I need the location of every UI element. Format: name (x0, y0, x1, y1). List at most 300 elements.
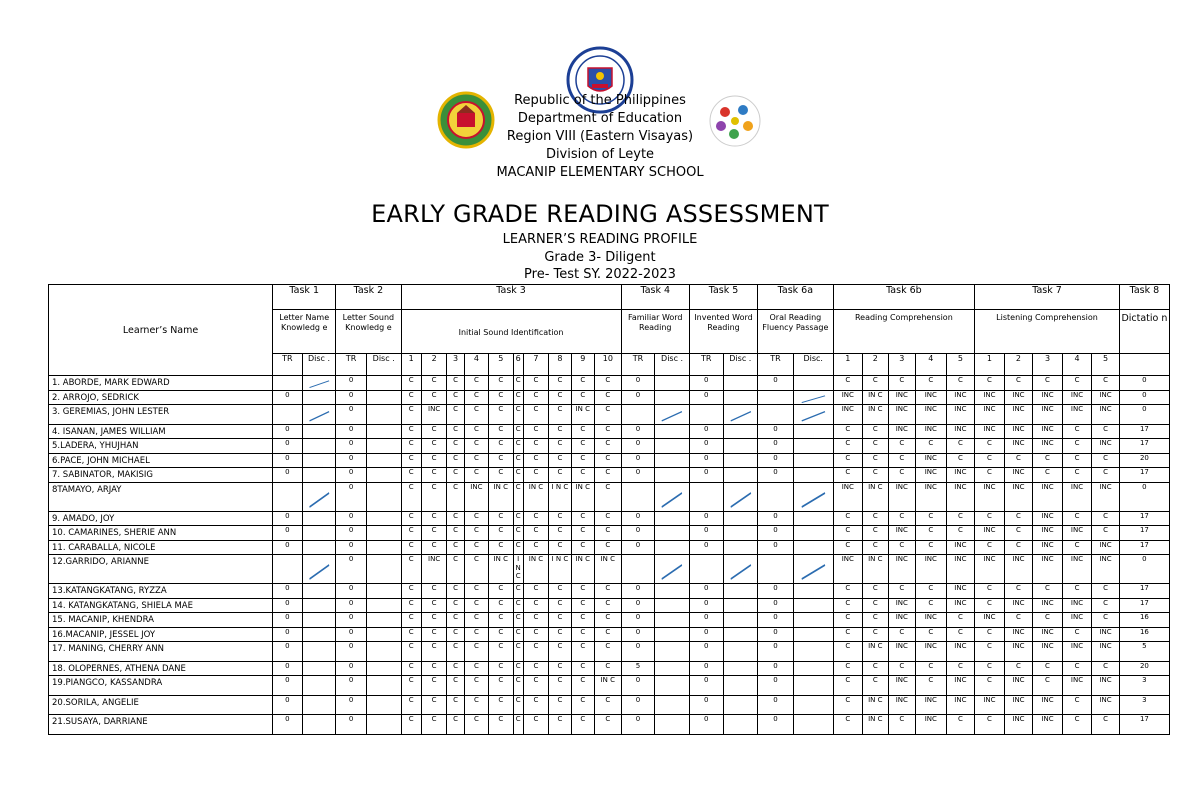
table-row (49, 482, 1170, 511)
score-cell (366, 482, 401, 511)
score-cell: INC (421, 555, 446, 584)
disc-col: Disc . (366, 354, 401, 376)
score-cell: C (595, 468, 622, 483)
score-cell: C (1033, 468, 1063, 483)
learner-name-cell: 13.KATANGKATANG, RYZZA (49, 584, 273, 599)
score-cell: C (523, 715, 548, 735)
score-cell: C (401, 676, 421, 696)
dictation-score-cell: 0 (1119, 405, 1169, 425)
score-cell (723, 613, 758, 628)
learner-name-cell: 10. CAMARINES, SHERIE ANN (49, 526, 273, 541)
item-number-col: 10 (595, 354, 622, 376)
score-cell: C (595, 439, 622, 454)
score-cell (655, 676, 690, 696)
task2-description: Letter Sound Knowledg e (336, 310, 401, 354)
score-cell (793, 598, 833, 613)
score-cell: C (489, 584, 513, 599)
header-division: Division of Leyte (545, 147, 655, 162)
score-cell: C (571, 424, 594, 439)
score-cell: C (401, 661, 421, 676)
score-cell: C (888, 468, 916, 483)
learner-name-cell: 14. KATANGKATANG, SHIELA MAE (49, 598, 273, 613)
score-cell: C (464, 540, 488, 555)
slash-mark-cell (655, 482, 690, 511)
score-cell: C (1062, 661, 1092, 676)
score-cell: 0 (621, 453, 655, 468)
score-cell: C (401, 439, 421, 454)
score-cell (655, 424, 690, 439)
score-cell: INC (1033, 715, 1063, 735)
score-cell: INC (888, 598, 916, 613)
score-cell: C (489, 453, 513, 468)
score-cell: C (421, 526, 446, 541)
score-cell: INC (946, 642, 975, 662)
score-cell: INC (1092, 482, 1120, 511)
score-cell: INC (1033, 424, 1063, 439)
table-row (49, 376, 1170, 391)
score-cell: INC (975, 613, 1005, 628)
score-cell (366, 555, 401, 584)
score-cell: 0 (758, 424, 794, 439)
slash-mark-cell (302, 405, 336, 425)
dictation-score-cell: 3 (1119, 695, 1169, 715)
score-cell: C (549, 526, 571, 541)
score-cell: INC (888, 526, 916, 541)
score-cell: C (464, 676, 488, 696)
score-cell: INC (1092, 642, 1120, 662)
score-cell: 0 (758, 613, 794, 628)
score-cell: C (1062, 376, 1092, 391)
learner-name-cell: 5.LADERA, YHUJHAN (49, 439, 273, 454)
score-cell: INC (1033, 511, 1063, 526)
score-cell (655, 661, 690, 676)
score-cell: C (549, 376, 571, 391)
score-cell: C (833, 715, 863, 735)
score-cell: C (595, 695, 622, 715)
score-cell: C (401, 390, 421, 405)
learner-name-cell: 3. GEREMIAS, JOHN LESTER (49, 405, 273, 425)
score-cell: INC (916, 715, 947, 735)
score-cell: C (421, 453, 446, 468)
score-cell: INC (916, 613, 947, 628)
item-number-col: 2 (863, 354, 888, 376)
score-cell: C (549, 627, 571, 642)
item-number-col: 5 (1092, 354, 1120, 376)
score-cell: C (833, 627, 863, 642)
score-cell: 0 (621, 627, 655, 642)
table-row (49, 526, 1170, 541)
score-cell (366, 584, 401, 599)
score-cell: 0 (758, 715, 794, 735)
dictation-score-cell: 20 (1119, 453, 1169, 468)
score-cell: 0 (273, 453, 303, 468)
score-cell: C (523, 511, 548, 526)
score-cell (621, 555, 655, 584)
score-cell: C (421, 598, 446, 613)
score-cell: C (489, 676, 513, 696)
dictation-score-cell: 17 (1119, 511, 1169, 526)
score-cell (655, 715, 690, 735)
score-cell: C (489, 390, 513, 405)
slash-mark-cell (793, 555, 833, 584)
dictation-score-cell: 0 (1119, 482, 1169, 511)
score-cell: INC (1062, 642, 1092, 662)
score-cell (655, 376, 690, 391)
score-cell: 0 (273, 526, 303, 541)
slash-mark-cell (723, 405, 758, 425)
score-cell: INC (1004, 390, 1033, 405)
score-cell: C (523, 584, 548, 599)
score-cell: C (833, 642, 863, 662)
score-cell (302, 439, 336, 454)
score-cell: C (523, 376, 548, 391)
score-cell: 0 (273, 661, 303, 676)
score-cell: 0 (758, 439, 794, 454)
score-cell: C (975, 439, 1005, 454)
task5-header: Task 5 (689, 285, 757, 310)
score-cell: INC (975, 390, 1005, 405)
score-cell: C (464, 511, 488, 526)
score-cell (723, 453, 758, 468)
score-cell: C (571, 715, 594, 735)
slash-mark-icon (303, 483, 336, 511)
score-cell: C (523, 613, 548, 628)
slash-mark-icon (794, 483, 833, 511)
score-cell: 0 (689, 424, 723, 439)
score-cell: C (421, 390, 446, 405)
score-cell: INC (946, 405, 975, 425)
score-cell: C (464, 439, 488, 454)
score-cell: 0 (336, 584, 367, 599)
score-cell: C (833, 424, 863, 439)
score-cell: INC (888, 555, 916, 584)
score-cell (366, 439, 401, 454)
score-cell: C (833, 511, 863, 526)
table-row (49, 661, 1170, 676)
score-cell: C (513, 584, 523, 599)
score-cell: C (946, 661, 975, 676)
score-cell: C (421, 627, 446, 642)
score-cell: INC (1062, 613, 1092, 628)
score-cell: C (549, 598, 571, 613)
disc-col: Disc . (655, 354, 690, 376)
score-cell: 0 (689, 439, 723, 454)
score-cell: C (421, 439, 446, 454)
score-cell: C (863, 376, 888, 391)
score-cell: C (1062, 511, 1092, 526)
item-number-col: 1 (975, 354, 1005, 376)
score-cell: 0 (336, 540, 367, 555)
score-cell (793, 584, 833, 599)
slash-mark-cell (302, 482, 336, 511)
score-cell: C (447, 376, 464, 391)
score-cell (793, 613, 833, 628)
score-cell: INC (946, 482, 975, 511)
score-cell (758, 555, 794, 584)
score-cell: C (523, 642, 548, 662)
score-cell: C (833, 526, 863, 541)
score-cell (655, 526, 690, 541)
slash-mark-icon (303, 555, 336, 583)
score-cell: C (571, 390, 594, 405)
score-cell: C (489, 376, 513, 391)
score-cell: INC (975, 526, 1005, 541)
score-cell: INC (946, 598, 975, 613)
score-cell: C (523, 627, 548, 642)
header-region: Region VIII (Eastern Visayas) (506, 129, 694, 144)
score-cell: C (421, 642, 446, 662)
score-cell: 0 (689, 376, 723, 391)
score-cell: INC (946, 468, 975, 483)
score-cell: C (549, 390, 571, 405)
score-cell: 0 (621, 676, 655, 696)
score-cell (793, 376, 833, 391)
score-cell (366, 715, 401, 735)
score-cell: 0 (336, 439, 367, 454)
dictation-score-cell: 0 (1119, 390, 1169, 405)
score-cell: 0 (336, 676, 367, 696)
score-cell: 0 (689, 676, 723, 696)
score-cell: C (571, 676, 594, 696)
score-cell: C (523, 453, 548, 468)
score-cell: C (863, 511, 888, 526)
score-cell: C (421, 715, 446, 735)
table-row (49, 511, 1170, 526)
score-cell: C (513, 390, 523, 405)
score-cell: C (1033, 584, 1063, 599)
item-number-col: 3 (447, 354, 464, 376)
score-cell: INC (946, 676, 975, 696)
item-number-col: 5 (946, 354, 975, 376)
score-cell: IN C (571, 482, 594, 511)
score-cell (302, 468, 336, 483)
score-cell: C (513, 511, 523, 526)
score-cell: C (489, 627, 513, 642)
score-cell (793, 453, 833, 468)
score-cell: C (401, 424, 421, 439)
score-cell (793, 715, 833, 735)
score-cell: C (523, 540, 548, 555)
score-cell: C (571, 661, 594, 676)
score-cell: INC (833, 390, 863, 405)
score-cell: C (447, 642, 464, 662)
score-cell (273, 482, 303, 511)
score-cell: C (975, 511, 1005, 526)
score-cell: C (401, 468, 421, 483)
score-cell (793, 540, 833, 555)
score-cell: IN C (571, 405, 594, 425)
score-cell: C (888, 511, 916, 526)
score-cell: INC (888, 613, 916, 628)
score-cell: C (1062, 627, 1092, 642)
score-cell: C (523, 424, 548, 439)
item-number-col: 7 (523, 354, 548, 376)
score-cell (302, 584, 336, 599)
score-cell (366, 642, 401, 662)
score-cell: C (571, 511, 594, 526)
score-cell (366, 627, 401, 642)
slash-mark-icon (655, 405, 689, 424)
score-cell: C (489, 598, 513, 613)
score-cell (302, 715, 336, 735)
score-cell: INC (1092, 390, 1120, 405)
score-cell: C (401, 405, 421, 425)
score-cell: C (401, 540, 421, 555)
score-cell: INC (1062, 526, 1092, 541)
score-cell (302, 613, 336, 628)
score-cell: IN C (863, 715, 888, 735)
score-cell (723, 439, 758, 454)
score-cell: C (523, 526, 548, 541)
learner-name-cell: 4. ISANAN, JAMES WILLIAM (49, 424, 273, 439)
task6a-description: Oral Reading Fluency Passage (758, 310, 833, 354)
score-cell: C (1033, 453, 1063, 468)
score-cell: INC (1033, 540, 1063, 555)
score-cell (655, 511, 690, 526)
score-cell: C (975, 584, 1005, 599)
score-cell: 0 (689, 468, 723, 483)
score-cell: C (513, 526, 523, 541)
score-cell: IN C (571, 555, 594, 584)
score-cell: INC (1033, 642, 1063, 662)
score-cell: C (447, 439, 464, 454)
task3-description: Initial Sound Identification (401, 310, 621, 354)
score-cell: C (1004, 453, 1033, 468)
slash-mark-cell (793, 405, 833, 425)
score-cell: IN C (863, 405, 888, 425)
score-cell (366, 453, 401, 468)
score-cell: INC (833, 405, 863, 425)
score-cell: 0 (336, 695, 367, 715)
score-cell: C (447, 468, 464, 483)
task2-header: Task 2 (336, 285, 401, 310)
learner-name-header: Learner’s Name (49, 285, 273, 376)
score-cell: C (833, 439, 863, 454)
score-cell: C (571, 526, 594, 541)
table-row (49, 540, 1170, 555)
item-number-col: 9 (571, 354, 594, 376)
score-cell: 0 (689, 390, 723, 405)
score-cell: 0 (621, 695, 655, 715)
score-cell: C (464, 526, 488, 541)
score-cell (366, 695, 401, 715)
score-cell: INC (1033, 482, 1063, 511)
score-cell: 0 (758, 598, 794, 613)
score-cell: C (447, 661, 464, 676)
slash-mark-icon (655, 555, 689, 583)
score-cell (655, 453, 690, 468)
score-cell: C (916, 439, 947, 454)
score-cell: C (523, 439, 548, 454)
score-cell: C (513, 453, 523, 468)
tr-col: TR (273, 354, 303, 376)
score-cell: C (464, 376, 488, 391)
score-cell (723, 584, 758, 599)
score-cell: 0 (621, 424, 655, 439)
score-cell: C (863, 468, 888, 483)
score-cell: C (1062, 453, 1092, 468)
score-cell: INC (888, 390, 916, 405)
header-school: MACANIP ELEMENTARY SCHOOL (496, 165, 704, 180)
score-cell: C (916, 511, 947, 526)
slash-mark-cell (723, 482, 758, 511)
score-cell (655, 439, 690, 454)
score-cell: C (513, 627, 523, 642)
score-cell: 0 (273, 627, 303, 642)
score-cell (758, 390, 794, 405)
score-cell: 0 (758, 676, 794, 696)
score-cell: C (595, 511, 622, 526)
score-cell: 0 (689, 584, 723, 599)
score-cell: 0 (273, 468, 303, 483)
score-cell: 0 (621, 526, 655, 541)
score-cell: INC (916, 482, 947, 511)
score-cell: C (1062, 584, 1092, 599)
score-cell: C (513, 642, 523, 662)
score-cell (723, 376, 758, 391)
score-cell: 0 (621, 468, 655, 483)
score-cell: INC (1004, 642, 1033, 662)
score-cell: 0 (273, 613, 303, 628)
learner-name-cell: 21.SUSAYA, DARRIANE (49, 715, 273, 735)
score-cell: C (595, 584, 622, 599)
score-cell: C (401, 613, 421, 628)
table-row (49, 598, 1170, 613)
score-cell: C (401, 642, 421, 662)
table-row (49, 405, 1170, 425)
score-cell: C (571, 540, 594, 555)
dictation-score-cell: 3 (1119, 676, 1169, 696)
score-cell: IN C (863, 695, 888, 715)
score-cell: C (833, 676, 863, 696)
score-cell: 0 (689, 715, 723, 735)
score-cell: C (975, 468, 1005, 483)
score-cell: C (595, 642, 622, 662)
score-cell: C (447, 695, 464, 715)
score-cell: 0 (273, 424, 303, 439)
score-cell: C (888, 715, 916, 735)
score-cell (723, 627, 758, 642)
score-cell: C (421, 695, 446, 715)
learner-name-cell: 19.PIANGCO, KASSANDRA (49, 676, 273, 696)
score-cell: C (863, 598, 888, 613)
slash-mark-cell (302, 555, 336, 584)
score-cell (655, 613, 690, 628)
score-cell: C (1033, 613, 1063, 628)
slash-mark-icon (303, 405, 336, 424)
score-cell: C (571, 613, 594, 628)
score-cell: C (401, 453, 421, 468)
score-cell: INC (1092, 627, 1120, 642)
score-cell: C (489, 439, 513, 454)
score-cell: 0 (689, 695, 723, 715)
learner-name-cell: 18. OLOPERNES, ATHENA DANE (49, 661, 273, 676)
score-cell: C (975, 453, 1005, 468)
score-cell: C (523, 598, 548, 613)
score-cell: 0 (336, 405, 367, 425)
score-cell (366, 511, 401, 526)
score-cell: C (975, 540, 1005, 555)
score-cell: C (447, 453, 464, 468)
score-cell: INC (1004, 405, 1033, 425)
score-cell (723, 598, 758, 613)
score-cell: C (571, 376, 594, 391)
score-cell: 0 (273, 676, 303, 696)
score-cell: 0 (336, 526, 367, 541)
score-cell: C (447, 676, 464, 696)
score-cell: C (447, 390, 464, 405)
score-cell: INC (916, 642, 947, 662)
